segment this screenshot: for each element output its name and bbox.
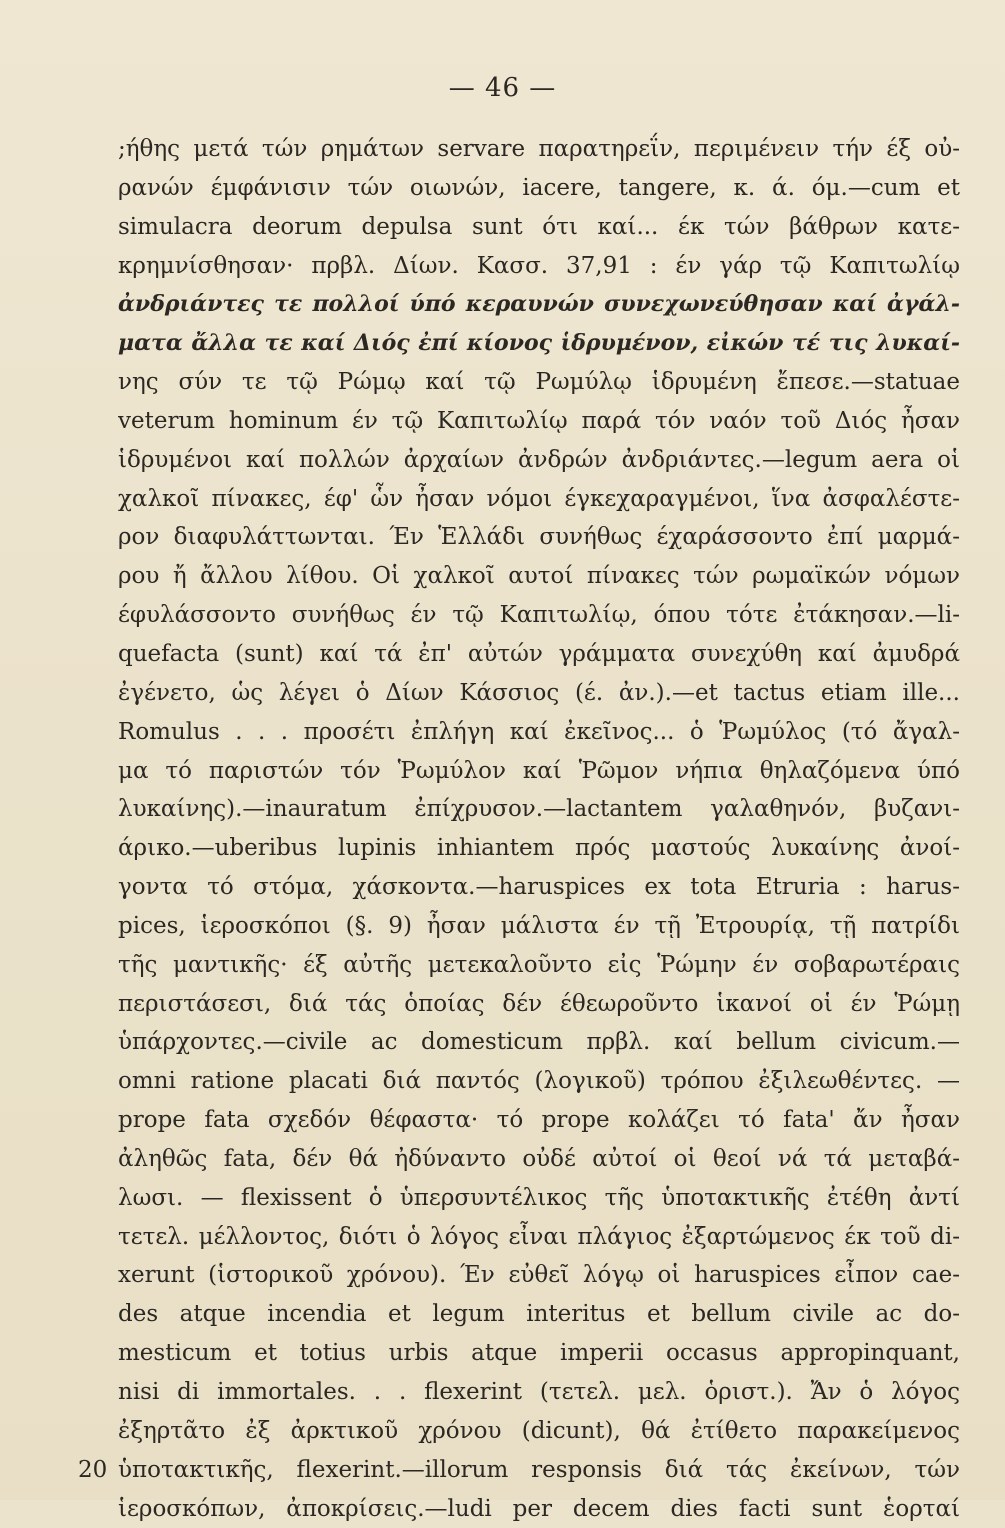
text-line: ρανών έμφάνισιν τών οιωνών, iacere, tangere, κ. ά. όμ.—cum et [118, 174, 960, 201]
text-line: ρον διαφυλάττωνται. Έν Ἑλλάδι συνήθως έχαράσσοντο ἐπί μαρμά- [118, 524, 960, 551]
text-line: νης σύν τε τῷ Ρώμῳ καί τῷ Ρωμύλῳ ἱδρυμένη ἔπεσε.—statuae [118, 369, 960, 396]
text-line: ἐγένετο, ὡς λέγει ὁ Δίων Κάσσιος (έ. ἀν.).—et tactus etiam ille... [118, 679, 960, 706]
text-line: περιστάσεσι, διά τάς ὁποίας δέν έθεωροῦντο ἱκανοί οἱ έν Ῥώμῃ [118, 990, 960, 1017]
text-line: ἐξηρτᾶτο ἐξ ἀρκτικοῦ χρόνου (dicunt), θά ἐτίθετο παρακείμενος [118, 1417, 960, 1444]
text-line: des atque incendia et legum interitus et bellum civile ac do- [118, 1301, 960, 1328]
text-line: έφυλάσσοντο συνήθως έν τῷ Καπιτωλίῳ, όπου τότε ἐτάκησαν.—li- [118, 602, 960, 629]
text-line: ἱεροσκόπων, ἀποκρίσεις.—ludi per decem dies facti sunt ἑορταί [118, 1495, 960, 1522]
text-line: simulacra deorum depulsa sunt ότι καί... έκ τών βάθρων κατε- [118, 213, 960, 240]
text-line: omni ratione placati διά παντός (λογικοῦ) τρόπου ἐξιλεωθέντες. — [118, 1068, 960, 1095]
text-line: τετελ. μέλλοντος, διότι ὁ λόγος εἶναι πλάγιος ἐξαρτώμενος έκ τοῦ di- [118, 1223, 960, 1250]
text-line: ἀληθῶς fata, δέν θά ἠδύναντο οὐδέ αὐτοί οἱ θεοί νά τά μεταβά- [118, 1145, 960, 1172]
text-line: λωσι. — flexissent ὁ ὑπερσυντέλικος τῆς ὑποτακτικῆς ἐτέθη ἀντί [118, 1184, 960, 1211]
text-line: ρου ἤ ἄλλου λίθου. Οἱ χαλκοῖ αυτοί πίνακες τών ρωμαϊκών νόμων [118, 563, 960, 590]
text-line: veterum hominum έν τῷ Καπιτωλίῳ παρά τόν ναόν τοῦ Διός ἦσαν [118, 407, 960, 434]
text-line: κρημνίσθησαν· πρβλ. Δίων. Κασσ. 37,91 : έν γάρ τῷ Καπιτωλίῳ [118, 252, 960, 279]
text-line: Romulus . . . προσέτι ἐπλήγη καί ἐκεῖνος... ὁ Ῥωμύλος (τό ἄγαλ- [118, 718, 960, 745]
text-line: ;ήθης μετά τών ρημάτων servare παρατηρεΐν, περιμένειν τήν έξ οὐ- [118, 136, 960, 162]
text-line: ἀνδριάντες τε πολλοί ύπό κεραυνών συνεχωνεύθησαν καί ἀγάλ- [118, 291, 960, 318]
text-line: ματα ἄλλα τε καί Διός ἐπί κίονος ἱδρυμένον, εἰκών τέ τις λυκαί- [118, 330, 960, 357]
margin-line-number: 20 [78, 1456, 108, 1483]
text-line: ὑποτακτικῆς, flexerint.—illorum responsis διά τάς ἐκείνων, τών [118, 1456, 960, 1483]
text-line: τῆς μαντικῆς· έξ αὐτῆς μετεκαλοῦντο εἰς Ῥώμην έν σοβαρωτέραις [118, 951, 960, 978]
text-line: χαλκοῖ πίνακες, έφ' ὧν ἦσαν νόμοι έγκεχαραγμένοι, ἵνα ἀσφαλέστε- [118, 485, 960, 512]
text-line: mesticum et totius urbis atque imperii occasus appropinquant, [118, 1340, 960, 1367]
text-line: λυκαίνης).—inauratum ἐπίχρυσον.—lactantem γαλαθηνόν, βυζανι- [118, 796, 960, 823]
text-line: quefacta (sunt) καί τά ἐπ' αὐτών γράμματα συνεχύθη καί ἀμυδρά [118, 640, 960, 667]
text-line: άρικο.—uberibus lupinis inhiantem πρός μαστούς λυκαίνης ἀνοί- [118, 835, 960, 862]
page-number: — 46 — [448, 73, 557, 103]
text-line: μα τό παριστών τόν Ῥωμύλον καί Ῥῶμον νήπια θηλαζόμενα ύπό [118, 757, 960, 784]
text-line: nisi di immortales. . . flexerint (τετελ. μελ. ὁριστ.). Ἄν ὁ λόγος [118, 1379, 960, 1405]
text-line: pices, ἱεροσκόποι (§. 9) ἦσαν μάλιστα έν τῇ Ἐτρουρίᾳ, τῇ πατρίδι [118, 912, 960, 939]
text-line: xerunt (ἱστορικοῦ χρόνου). Έν εὐθεῖ λόγῳ οἱ haruspices εἶπον cae- [118, 1262, 960, 1289]
body-text [118, 130, 960, 1528]
text-line: ἱδρυμένοι καί πολλών ἀρχαίων ἀνδρών ἀνδριάντες.—legum aera οἱ [118, 446, 960, 473]
text-line: prope fata σχεδόν θέφαστα· τό prope κολάζει τό fata' ἄν ἦσαν [118, 1107, 960, 1134]
text-line: ὑπάρχοντες.—civile ac domesticum πρβλ. καί bellum civicum.— [118, 1029, 960, 1056]
text-line: γοντα τό στόμα, χάσκοντα.—haruspices ex tota Etruria : harus- [118, 874, 960, 901]
